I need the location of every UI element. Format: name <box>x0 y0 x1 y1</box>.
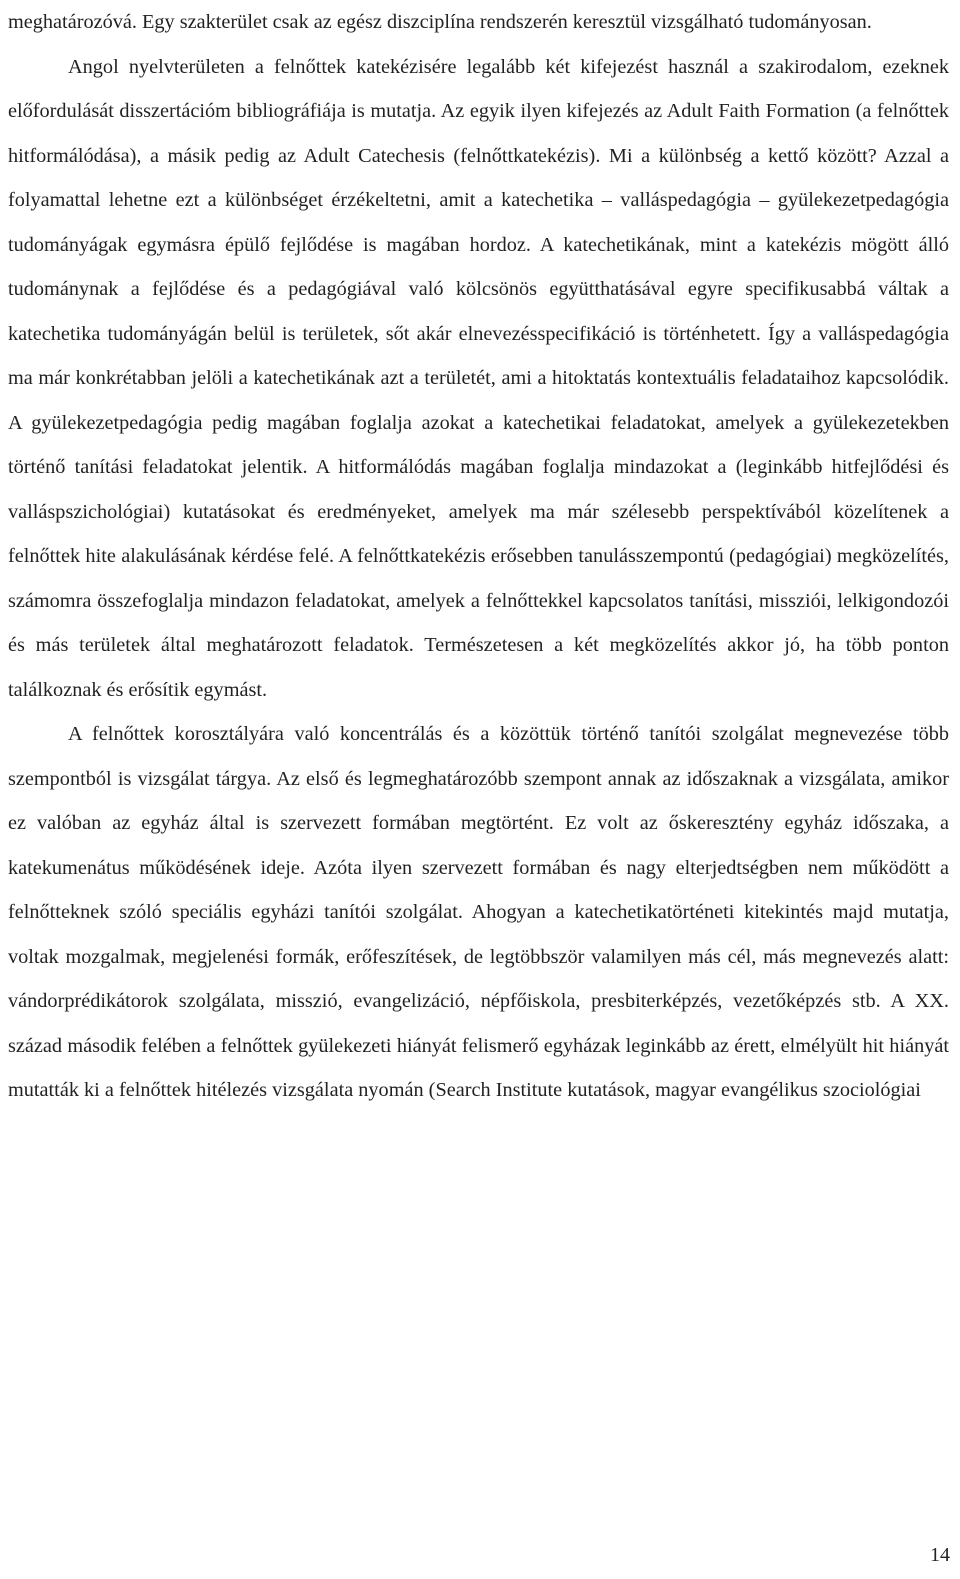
paragraph-3: A felnőttek korosztályára való koncentrálás és a közöttük történő tanítói szolgálat megnevezése több szempontból is vizsgálat tárgya. Az első és legmeghatározóbb szempont annak az időszaknak a vizsgálata, amikor ez valóban az egyház által is szervezett formában megtörtént. Ez volt az őskeresztény egyház időszaka, a katekumenátus működésének ideje. Azóta ilyen szervezett formában és nagy elterjedtségben nem működött a felnőtteknek szóló speciális egyházi tanítói szolgálat. Ahogyan a katechetikatörténeti kitekintés majd mutatja, voltak mozgalmak, megjelenési formák, erőfeszítések, de legtöbbször valamilyen más cél, más megnevezés alatt: vándorprédikátorok szolgálata, misszió, evangelizáció, népfőiskola, presbiterképzés, vezetőképzés stb. A XX. század második felében a felnőttek gyülekezeti hiányát felismerő egyházak leginkább az érett, elmélyült hit hiányát mutatták ki a felnőttek hitélezés vizsgálata nyomán (Search Institute kutatások, magyar evangélikus szociológiai <box>8 723 949 1101</box>
document-page <box>8 0 949 1113</box>
page-number: 14 <box>930 1544 950 1566</box>
paragraph-1: meghatározóvá. Egy szakterület csak az egész diszciplína rendszerén keresztül vizsgálható tudományosan. <box>8 11 872 33</box>
paragraph-2: Angol nyelvterületen a felnőttek katekézisére legalább két kifejezést használ a szakirodalom, ezeknek előfordulását disszertációm bibliográfiája is mutatja. Az egyik ilyen kifejezés az Adult Faith Formation (a felnőttek hitformálódása), a másik pedig az Adult Catechesis (felnőttkatekézis). Mi a különbség a kettő között? Azzal a folyamattal lehetne ezt a különbséget érzékeltetni, amit a katechetika – valláspedagógia – gyülekezetpedagógia tudományágak egymásra épülő fejlődése is magában hordoz. A katechetikának, mint a katekézis mögött álló tudománynak a fejlődése és a pedagógiával való kölcsönös együtthatásával egyre specifikusabbá váltak a katechetika tudományágán belül is területek, sőt akár elnevezésspecifikáció is történhetett. Így a valláspedagógia ma már konkrétabban jelöli a katechetikának azt a területét, ami a hitoktatás kontextuális feladataihoz kapcsolódik. A gyülekezetpedagógia pedig magában foglalja azokat a katechetikai feladatokat, amelyek a gyülekezetekben történő tanítási feladatokat jelentik. A hitformálódás magában foglalja mindazokat a (leginkább hitfejlődési és valláspszichológiai) kutatásokat és eredményeket, amelyek ma már szélesebb perspektívából közelítenek a felnőttek hite alakulásának kérdése felé. A felnőttkatekézis erősebben tanulásszempontú (pedagógiai) megközelítés, számomra összefoglalja mindazon feladatokat, amelyek a felnőttekkel kapcsolatos tanítási, missziói, lelkigondozói és más területek által meghatározott feladatok. Természetesen a két megközelítés akkor jó, ha több ponton találkoznak és erősítik egymást. <box>8 55 949 701</box>
